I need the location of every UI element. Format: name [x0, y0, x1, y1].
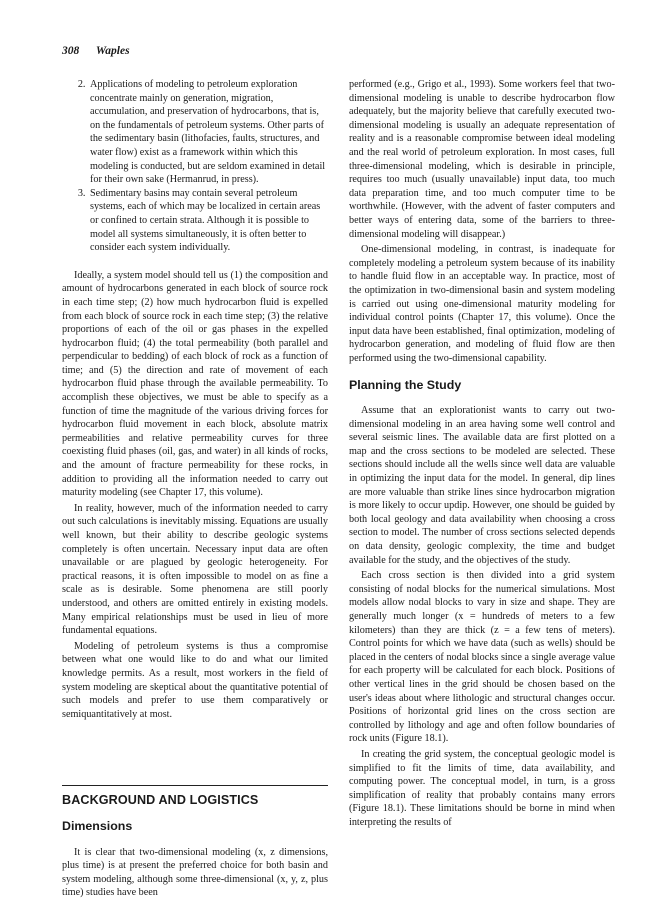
section-heading: BACKGROUND AND LOGISTICS: [62, 785, 328, 808]
body-paragraph: Each cross section is then divided into a grid system consisting of nodal blocks for the numerical simulations. Most models allow nodal blocks to vary in size and shape. They are generally much longer (x = hundreds of meters to a few kilometers) than they are thick (z = a few tens of meters). Control points for which we have data (such as wells) should be placed in the centers of nodal blocks since a single average value for each property will be calculated for each block. Positions of other vertical lines in the grid should be chosen based on the user's ideas about where lithologic and structural changes occur. Positions of horizontal grid lines on the cross section are controlled by lithology and age and often follow boundaries of rock units (Figure 18.1).: [349, 570, 615, 745]
right-column: [349, 78, 615, 831]
body-paragraph: Modeling of petroleum systems is thus a compromise between what one would like to do and what our limited knowledge permits. As a result, most workers in the field of system modeling are skeptical about the quantitative potential of such models and prefer to use them comparatively or semiquantitatively at most.: [62, 640, 328, 720]
body-paragraph: Ideally, a system model should tell us (1) the composition and amount of hydrocarbons generated in each block of source rock in each time step; (2) how much hydrocarbon fluid is expelled from each block of source rock in each time step; (3) the relative proportions of each of the oil or gas phases in the expelled hydrocarbon fluid; (4) the total permeability (both parallel and perpendicular to bedding) of each block of rock as a function of time; and (5) the direction and rate of movement of each hydrocarbon fluid phase through the available permeability. To accomplish these objectives, we must be able to specify as a function of time the magnitude of the various driving forces for hydrocarbon fluid movement in each block, absolute matrix permeabilities and relative permeability curves for three coexisting fluid phases (oil, gas, and water) in all kinds of rocks, and the amount of fracture permeability for these rocks, in addition to providing all the information needed to carry out maturity modeling (see Chapter 17, this volume).: [62, 269, 328, 499]
subsection-heading: Dimensions: [62, 818, 133, 833]
body-paragraph: In creating the grid system, the conceptual geologic model is simplified to fit the limits of time, data availability, and computing power. The conceptual model, in turn, is a gross simplification of reality that probably contains many errors (Figure 18.1). These limitations should be borne in mind when interpreting the results of: [349, 748, 615, 828]
body-paragraph: Assume that an explorationist wants to carry out two-dimensional modeling in an area having some well control and several seismic lines. The available data are first plotted on a map and the cross sections to be modeled are selected. These sections should include all the wells since well data are valuable in optimizing the input data for the model. In general, dip lines are more valuable than strike lines since hydrocarbon migration is more likely to occur updip. However, one should be guided by both local geology and data availability when choosing a cross section to model. The number of cross sections selected depends on data density, geologic complexity, the time and budget available for the study, and the objectives of the study.: [349, 405, 615, 566]
body-paragraph: It is clear that two-dimensional modeling (x, z dimensions, plus time) is at present the preferred choice for both basin and system modeling, although some three-dimensional (x, y, z, plus time) studies have been: [62, 846, 328, 899]
subsection-heading: Planning the Study: [349, 378, 462, 393]
left-column: [62, 78, 328, 902]
numbered-list: [62, 78, 328, 255]
list-item: 2. Applications of modeling to petroleum exploration concentrate mainly on generation, migration, accumulation, and preservation of hydrocarbons, that is, on the fundamentals of petroleum systems. Other parts of the sedimentary basin (lithofacies, faults, structures, and water flow) exist as a framework within which this modeling is conducted, but are seldom examined in detail for their own sake (Hermanrud, in press).: [88, 78, 328, 187]
body-paragraph: performed (e.g., Grigo et al., 1993). Some workers feel that two-dimensional modeling is unable to describe hydrocarbon flow adequately, but the majority believe that carefully executed two-dimensional modeling is usually an adequate representation of reality and is a reasonable compromise between ideal modeling and the real world of petroleum exploration. In most cases, full three-dimensional modeling, which is desirable in principle, requires too much (usually unavailable) input data, too much data preparation time, and too much computer time to be worthwhile. (However, with the advent of faster computers and better ways of entering data, some of the barriers to three-dimensional modeling will disappear.): [349, 79, 615, 240]
body-paragraph: In reality, however, much of the information needed to carry out such calculations is inevitably missing. Equations are usually well known, but their ability to describe geologic systems completely is often uncertain. Necessary input data are often unavailable or are plagued by geologic heterogeneity. For practical reasons, it is often impossible to model on as fine a scale as is desirable. Some phenomena are still poorly understood, and others are omitted entirely in existing models. Many empirical relationships must be used in lieu of more fundamental equations.: [62, 502, 328, 637]
list-item: 3. Sedimentary basins may contain several petroleum systems, each of which may be localized in certain areas or confined to certain strata. Although it is possible to model all systems simultaneously, it is often better to consider each system individually.: [88, 187, 328, 255]
page-number: 308: [62, 45, 80, 57]
running-header: [62, 45, 130, 57]
running-title: Waples: [95, 45, 130, 57]
body-paragraph: One-dimensional modeling, in contrast, is inadequate for completely modeling a petroleum system because of its inability to handle fluid flow in an acceptable way. In practice, most of the optimization in two-dimensional basin and system modeling is carried out using one-dimensional maturity modeling for individual control points (Chapter 17, this volume). Once the input data have been established, final optimization, modeling of hydrocarbon generation, and modeling of fluid flow are then performed using the two-dimensional capability.: [349, 244, 615, 364]
